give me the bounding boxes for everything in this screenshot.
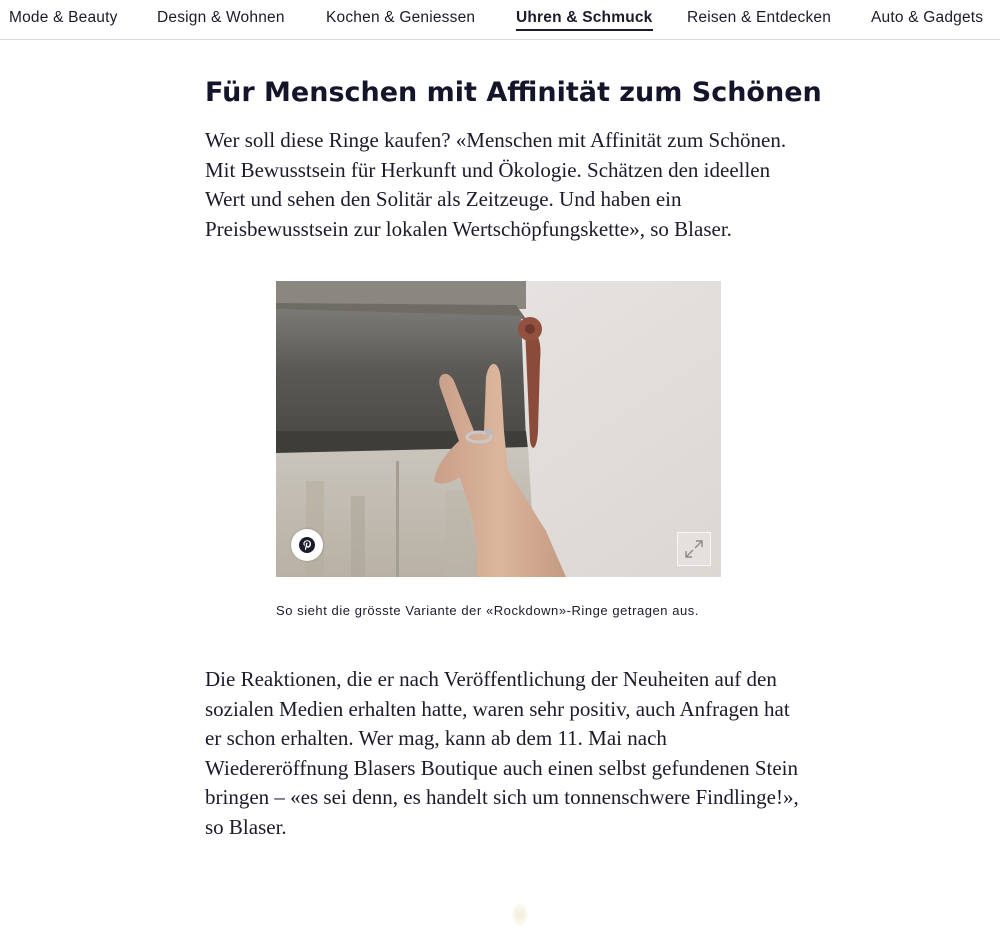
- nav-item-kochen-geniessen[interactable]: Kochen & Geniessen: [326, 9, 476, 26]
- photo-hand-with-ring: [276, 281, 721, 577]
- image-caption: So sieht die grösste Variante der «Rockdown»-Ringe getragen aus.: [276, 603, 700, 618]
- nav-item-reisen-entdecken[interactable]: Reisen & Entdecken: [687, 9, 832, 26]
- expand-image-button[interactable]: [677, 532, 711, 566]
- pinterest-icon: [299, 537, 315, 553]
- decorative-mark: [512, 904, 528, 926]
- article-image[interactable]: [276, 281, 721, 577]
- body-paragraph: Die Reaktionen, die er nach Veröffentlichung der Neuheiten auf den sozialen Medien erhalten hatte, waren sehr positiv, auch Anfragen hat er schon erhalten. Wer mag, kann ab dem 11. Mai nach Wiedereröffnung Blasers Boutique auch einen selbst gefundenen Stein bringen – «es sei denn, es handelt sich um tonnenschwere Findlinge!», so Blaser.: [205, 667, 799, 839]
- top-navigation: [0, 0, 1000, 40]
- nav-item-auto-gadgets[interactable]: Auto & Gadgets: [871, 9, 984, 26]
- body-paragraph: Wer soll diese Ringe kaufen? «Menschen mit Affinität zum Schönen. Mit Bewusstsein für Herkunft und Ökologie. Schätzen den ideellen Wert und sehen den Solitär als Zeitzeuge. Und haben ein Preisbewusstsein zur lokalen Wertschöpfungskette», so Blaser.: [205, 128, 787, 241]
- section-heading: Für Menschen mit Affinität zum Schönen: [205, 77, 822, 108]
- nav-item-uhren-schmuck[interactable]: Uhren & Schmuck: [516, 8, 653, 31]
- nav-item-design-wohnen[interactable]: Design & Wohnen: [157, 9, 285, 26]
- pinterest-button[interactable]: [291, 529, 323, 561]
- nav-item-mode-beauty[interactable]: Mode & Beauty: [9, 9, 118, 26]
- expand-icon: [684, 539, 704, 559]
